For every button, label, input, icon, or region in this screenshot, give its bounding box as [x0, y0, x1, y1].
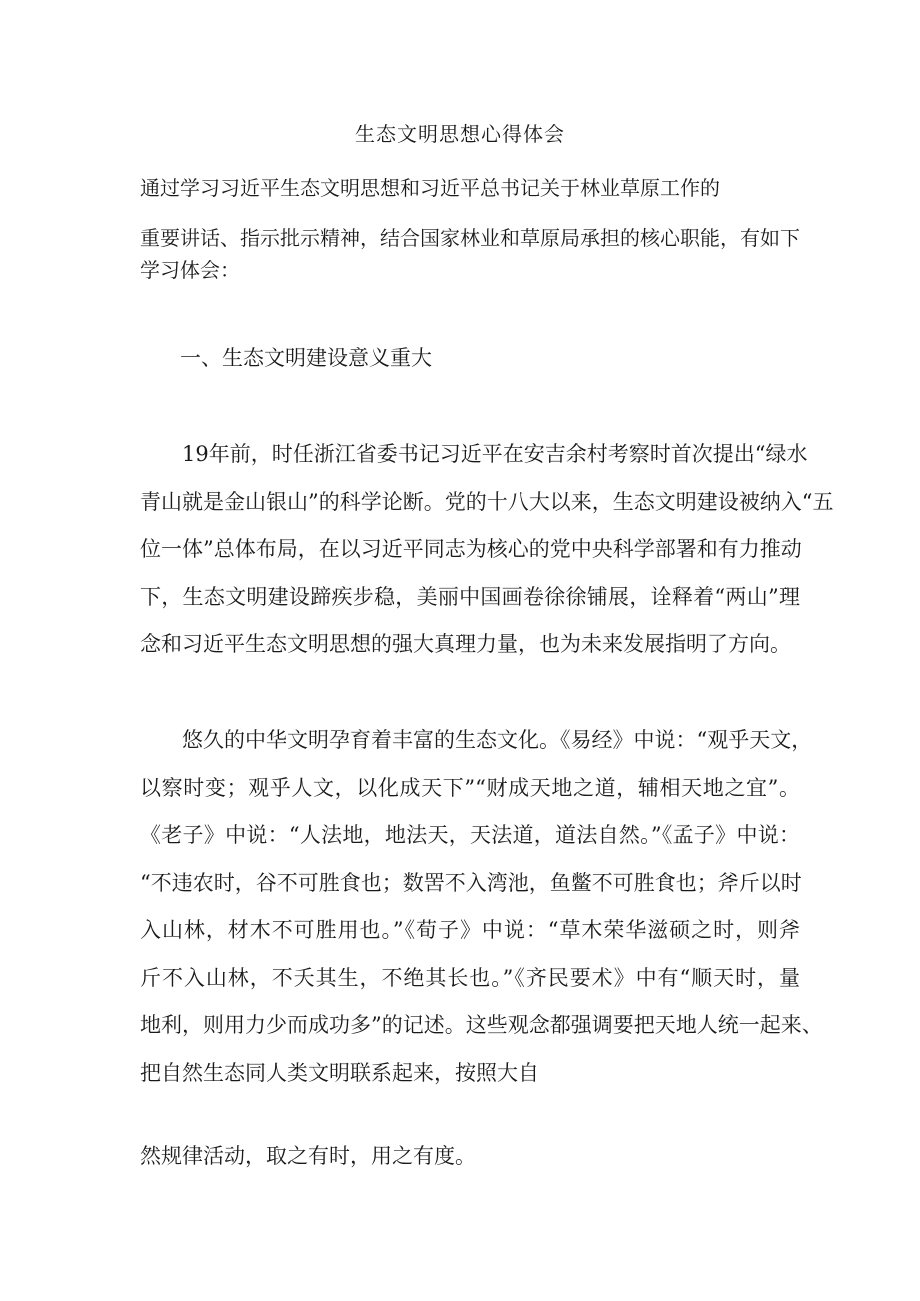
intro-line-3: 学习体会：	[140, 258, 240, 282]
paragraph-line: 斤不入山林，不夭其生，不绝其长也。”《齐民要术》中有“顺天时，量	[140, 965, 800, 990]
paragraph-line: 《老子》中说：“人法地，地法天，天法道，道法自然。”《孟子》中说：	[140, 823, 800, 847]
intro-line-1: 通过学习习近平生态文明思想和习近平总书记关于林业草原工作的	[140, 176, 720, 200]
paragraph-line: 19年前，时任浙江省委书记习近平在安吉余村考察时首次提出“绿水	[182, 442, 808, 466]
document-title: 生态文明思想心得体会	[355, 122, 565, 146]
intro-line-2: 重要讲话、指示批示精神，结合国家林业和草原局承担的核心职能，有如下	[140, 226, 800, 250]
paragraph-line: 位一体”总体布局，在以习近平同志为核心的党中央科学部署和有力推动	[140, 537, 802, 561]
paragraph-line: 把自然生态同人类文明联系起来，按照大自	[140, 1060, 539, 1085]
paragraph-line: 下，生态文明建设蹄疾步稳，美丽中国画卷徐徐铺展，诠释着“两山”理	[140, 584, 800, 609]
paragraph-line: 悠久的中华文明孕育着丰富的生态文化。《易经》中说：“观乎天文，	[182, 728, 813, 752]
paragraph-line: 入山林，材木不可胜用也。”《荀子》中说：“草木荣华滋硕之时，则斧	[140, 918, 800, 942]
paragraph-line: 地利，则用力少而成功多”的记述。这些观念都强调要把天地人统一起来、	[140, 1013, 823, 1037]
paragraph-tail: 然规律活动，取之有时，用之有度。	[140, 1144, 476, 1168]
paragraph-1	[140, 431, 834, 669]
paragraph-line: “不违农时，谷不可胜食也；数罟不入湾池，鱼鳖不可胜食也；斧斤以时	[140, 870, 802, 895]
paragraph-line: 念和习近平生态文明思想的强大真理力量，也为未来发展指明了方向。	[140, 632, 791, 656]
section-heading: 一、生态文明建设意义重大	[180, 346, 432, 370]
paragraph-2	[140, 717, 823, 1097]
paragraph-line: 青山就是金山银山”的科学论断。党的十八大以来，生态文明建设被纳入“五	[140, 489, 834, 514]
paragraph-line: 以察时变；观乎人文，以化成天下”“财成天地之道，辅相天地之宜”。	[140, 775, 800, 800]
